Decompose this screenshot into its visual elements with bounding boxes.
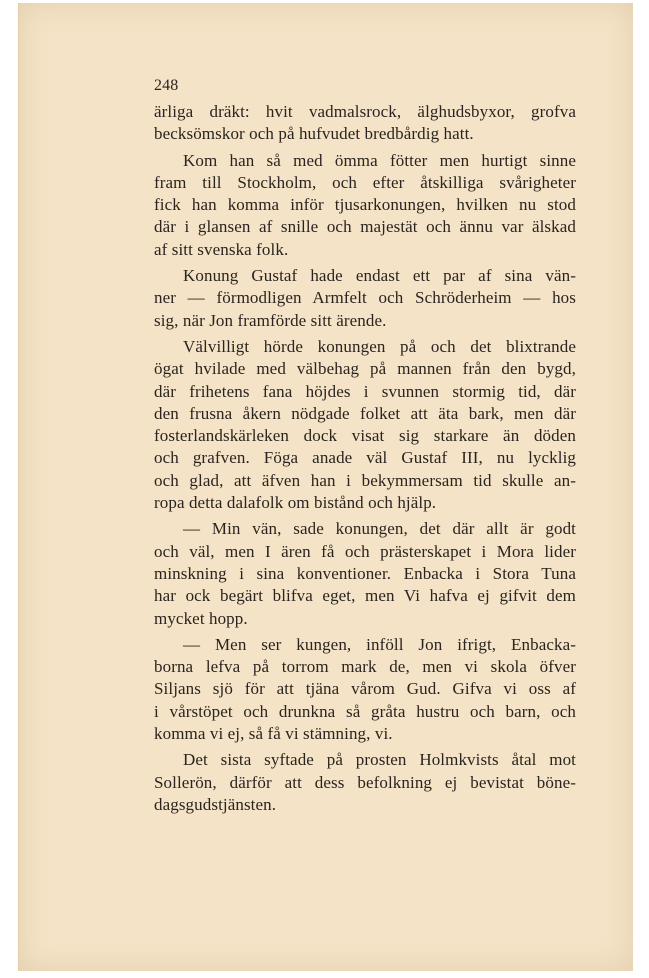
text-line: har ock begärt blifva eget, men Vi hafva ej gifvit dem: [154, 586, 576, 606]
text-line: ner — förmodligen Armfelt och Schröderheim — hos: [154, 288, 576, 308]
text-line: där i glansen af snille och majestät och ännu var älskad: [154, 217, 576, 237]
text-line: Kom han så med ömma fötter men hurtigt sinne: [183, 150, 576, 170]
paragraph: [154, 634, 576, 745]
text-line: och väl, men I ären få och prästerskapet i Mora lider: [154, 541, 576, 561]
text-line: — Men ser kungen, inföll Jon ifrigt, Enbacka-: [183, 634, 576, 654]
text-line: Välvilligt hörde konungen på och det blixtrande: [183, 336, 576, 356]
text-line: becksömskor och på hufvudet bredbårdig hatt.: [154, 124, 474, 144]
text-line: där frihetens fana höjdes i svunnen stormig tid, där: [154, 381, 576, 401]
text-line: Siljans sjö för att tjäna vårom Gud. Gifva vi oss af: [154, 679, 576, 699]
paragraph: [154, 518, 576, 629]
text-line: ögat hvilade med välbehag på mannen från den bygd,: [154, 359, 576, 379]
paragraph: [154, 265, 576, 332]
text-line: Sollerön, därför att dess befolkning ej bevistat böne-: [154, 772, 576, 792]
page-text: [154, 75, 576, 820]
text-line: och glad, att äfven han i bekymmersam tid skulle an-: [154, 470, 576, 490]
text-line: i vårstöpet och drunkna så gråta hustru och barn, och: [154, 701, 576, 721]
text-line: minskning i sina konventioner. Enbacka i Stora Tuna: [154, 563, 576, 583]
text-line: den frusna åkern nödgade folket att äta bark, men där: [154, 403, 576, 423]
text-line: — Min vän, sade konungen, det där allt är godt: [183, 519, 576, 539]
paragraph: [154, 150, 576, 261]
text-line: ropa detta dalafolk om bistånd och hjälp.: [154, 493, 437, 513]
text-line: komma vi ej, så få vi stämning, vi.: [154, 724, 393, 744]
book-page: [18, 3, 633, 971]
text-line: Det sista syftade på prosten Holmkvists åtal mot: [183, 750, 576, 770]
text-line: Konung Gustaf hade endast ett par af sina vän-: [183, 266, 576, 286]
paragraph: [154, 336, 576, 514]
text-line: sig, när Jon framförde sitt ärende.: [154, 310, 387, 330]
text-line: dagsgudstjänsten.: [154, 794, 277, 814]
paragraph: [154, 749, 576, 816]
paragraph: [154, 101, 576, 146]
text-line: fick han komma inför tjusarkonungen, hvilken nu stod: [154, 195, 576, 215]
page-number: 248: [154, 77, 179, 94]
text-line: fram till Stockholm, och efter åtskilliga svårigheter: [154, 172, 576, 192]
text-line: borna lefva på torrom mark de, men vi skola öfver: [154, 657, 576, 677]
text-line: af sitt svenska folk.: [154, 239, 289, 259]
paragraph-list: [154, 101, 576, 816]
text-line: fosterlandskärleken dock visat sig starkare än döden: [154, 426, 576, 446]
text-line: och grafven. Föga anade väl Gustaf III, nu lycklig: [154, 448, 576, 468]
text-line: mycket hopp.: [154, 608, 248, 628]
text-line: ärliga dräkt: hvit vadmalsrock, älghudsbyxor, grofva: [154, 102, 576, 121]
